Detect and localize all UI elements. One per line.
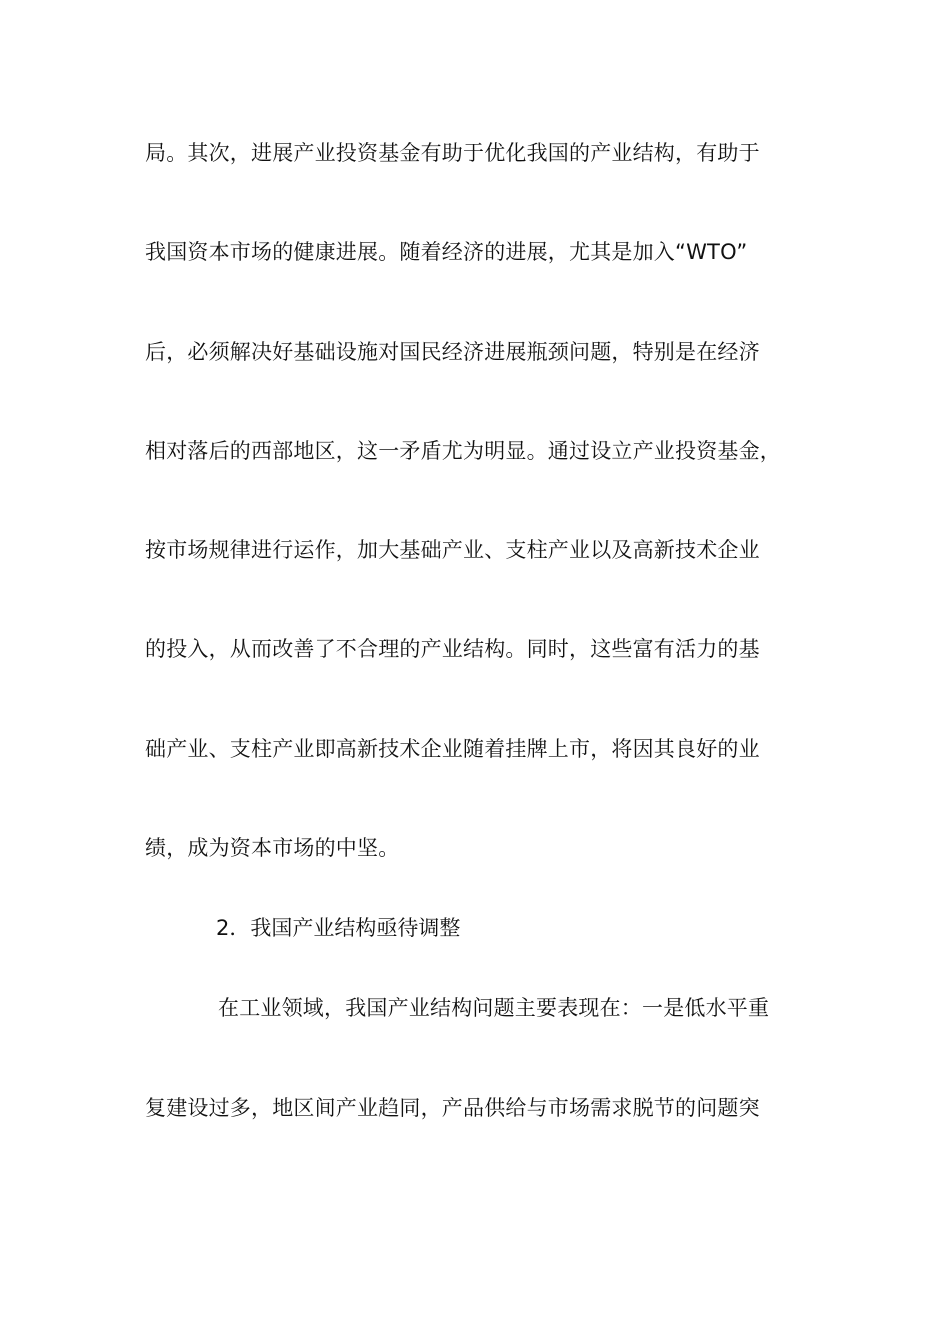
paragraph-line: 相对落后的西部地区，这一矛盾尤为明显。通过设立产业投资基金， (145, 439, 781, 463)
paragraph-line: 后，必须解决好基础设施对国民经济进展瓶颈问题，特别是在经济 (145, 340, 760, 364)
paragraph-line: 我国资本市场的健康进展。随着经济的进展，尤其是加入“WTO” (145, 240, 748, 264)
section-heading: 2．我国产业结构亟待调整 (216, 916, 461, 940)
paragraph-line: 绩，成为资本市场的中坚。 (145, 836, 400, 860)
paragraph-line: 局。其次，进展产业投资基金有助于优化我国的产业结构，有助于 (145, 141, 760, 165)
paragraph-line: 础产业、支柱产业即高新技术企业随着挂牌上市，将因其良好的业 (145, 737, 760, 761)
paragraph-line: 复建设过多，地区间产业趋同，产品供给与市场需求脱节的问题突 (145, 1096, 760, 1120)
paragraph-line: 在工业领域，我国产业结构问题主要表现在：一是低水平重 (218, 996, 770, 1020)
paragraph-line: 按市场规律进行运作，加大基础产业、支柱产业以及高新技术企业 (145, 538, 760, 562)
paragraph-line: 的投入，从而改善了不合理的产业结构。同时，这些富有活力的基 (145, 637, 760, 661)
